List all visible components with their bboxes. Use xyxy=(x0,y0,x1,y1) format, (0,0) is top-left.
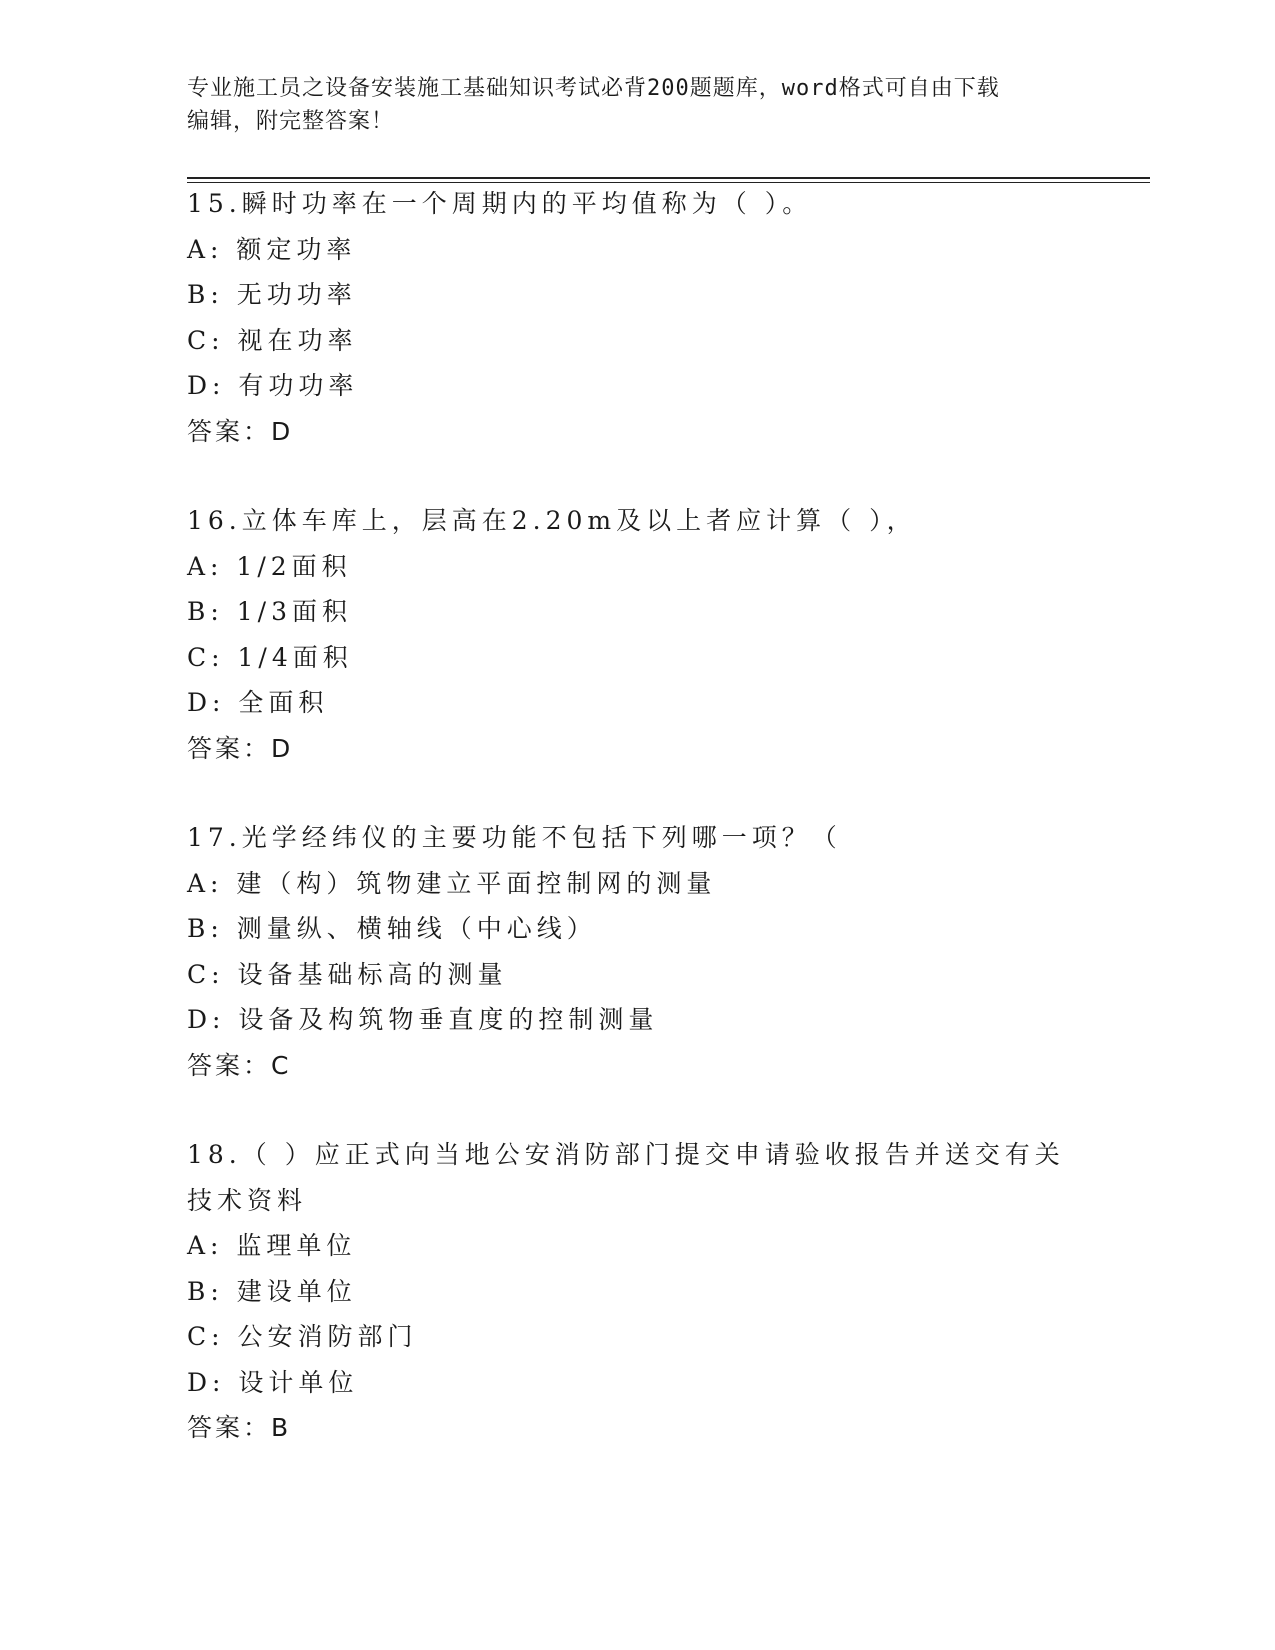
option-b: B: 建设单位 xyxy=(187,1276,357,1306)
option-c: C: 视在功率 xyxy=(187,325,358,355)
option-d: D: 设计单位 xyxy=(187,1367,359,1397)
option-b: B: 1/3面积 xyxy=(187,597,352,626)
option-b: B: 无功功率 xyxy=(187,280,357,309)
question-text: 17.光学经纬仪的主要功能不包括下列哪一项？（ xyxy=(187,823,842,852)
question-text: 18.（ ）应正式向当地公安消防部门提交申请验收报告并送交有关技术资料 xyxy=(187,1140,1065,1215)
option-d: D: 设备及构筑物垂直度的控制测量 xyxy=(187,1005,659,1034)
question-text: 15.瞬时功率在一个周期内的平均值称为（ ）。 xyxy=(187,189,813,218)
option-a: A: 监理单位 xyxy=(187,1231,357,1260)
question-17 xyxy=(187,815,1087,1088)
answer: 答案：D xyxy=(187,733,294,763)
header-line-2: 编辑，附完整答案！ xyxy=(187,109,395,134)
option-a: A: 额定功率 xyxy=(187,234,357,264)
question-18 xyxy=(187,1132,1087,1451)
option-c: C: 1/4面积 xyxy=(187,642,353,672)
question-text: 16.立体车库上，层高在2.20m及以上者应计算（ ）， xyxy=(187,506,917,535)
option-c: C: 设备基础标高的测量 xyxy=(187,959,508,989)
answer: 答案：D xyxy=(187,416,294,446)
header-divider-thick xyxy=(187,177,1150,179)
answer: 答案：B xyxy=(187,1413,292,1442)
question-16 xyxy=(187,498,1087,771)
option-c: C: 公安消防部门 xyxy=(187,1322,418,1351)
document-header xyxy=(187,72,1067,138)
option-b: B: 测量纵、横轴线（中心线） xyxy=(187,914,597,943)
option-a: A: 建（构）筑物建立平面控制网的测量 xyxy=(187,868,717,898)
answer: 答案：C xyxy=(187,1050,292,1080)
question-15 xyxy=(187,181,1087,454)
header-line-1: 专业施工员之设备安装施工基础知识考试必背200题题库，word格式可自由下载 xyxy=(187,76,1000,101)
option-d: D: 全面积 xyxy=(187,688,329,717)
option-a: A: 1/2面积 xyxy=(187,551,352,581)
option-d: D: 有功功率 xyxy=(187,371,359,400)
